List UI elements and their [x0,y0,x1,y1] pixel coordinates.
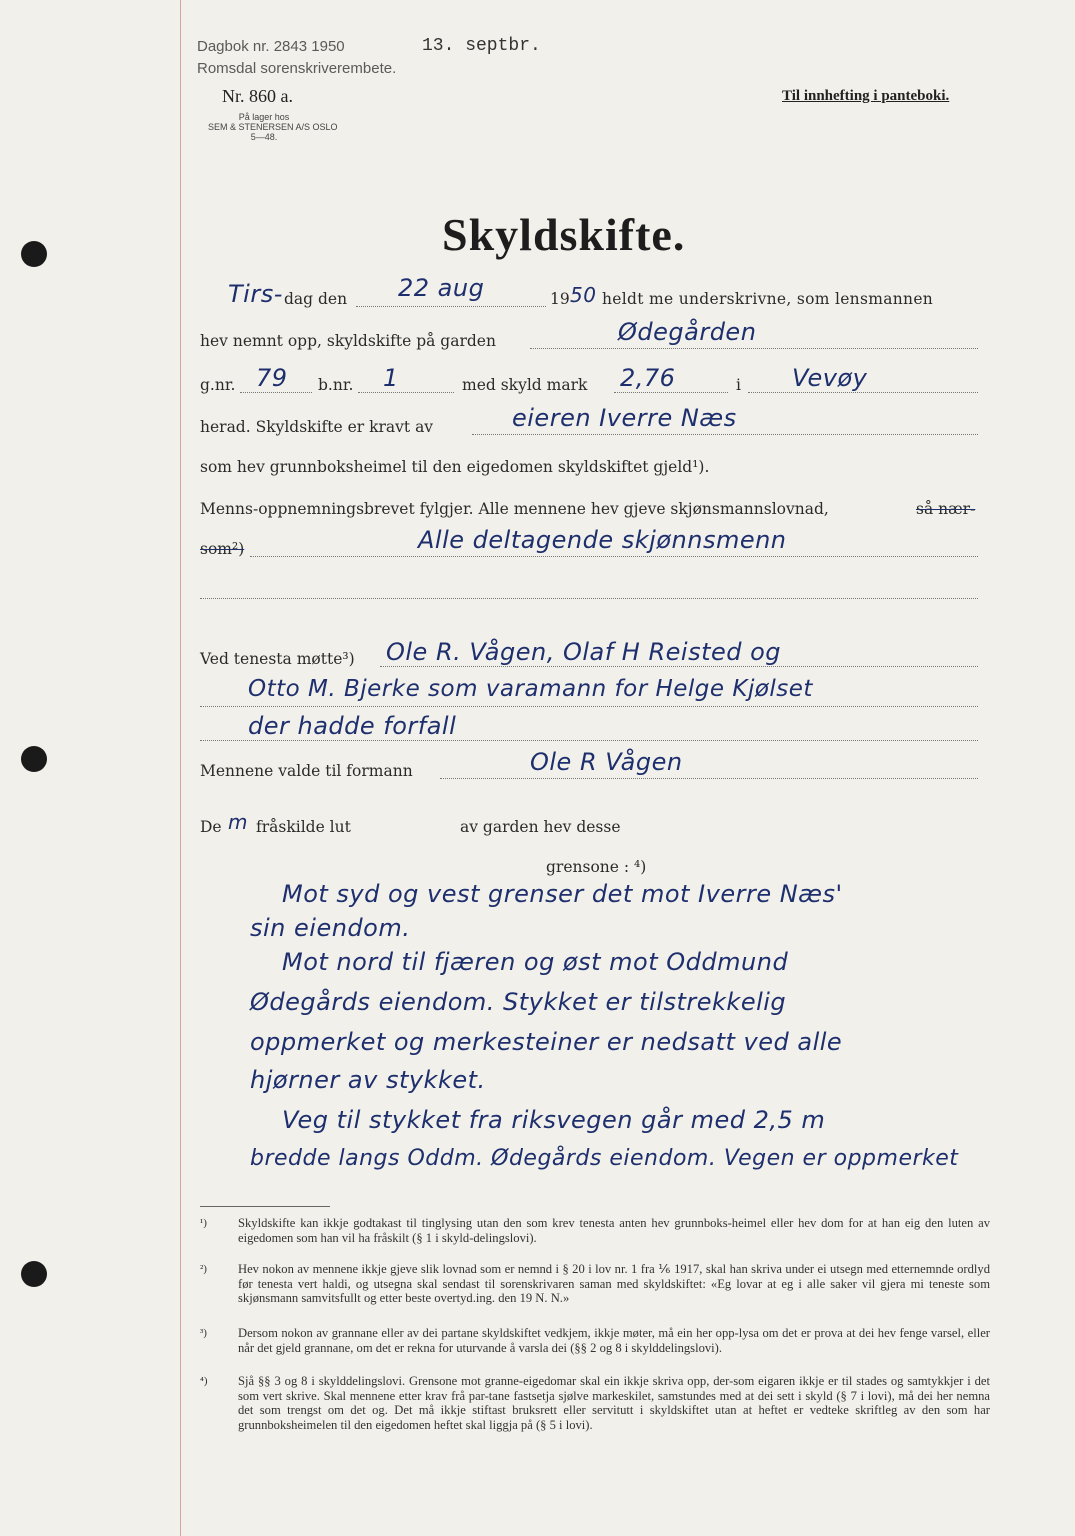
attendees-hand-3: der hadde forfall [248,712,457,740]
dagbok-stamp [197,38,345,55]
line7-struck: som²) [200,540,245,558]
boundary-line: Mot syd og vest grenser det mot Iverre Næs' [282,880,843,908]
gnr-label: g.nr. [200,376,236,394]
line12-text: Mennene valde til formann [200,762,413,780]
year-prefix: 19 [550,290,570,308]
line9-text: Ved tenesta møtte³) [200,650,355,668]
date-hand: 22 aug [398,274,485,302]
requester-hand: eieren Iverre Næs [512,404,737,432]
publisher-imprint [208,112,338,142]
footnote-separator [200,1206,330,1207]
footnote-1 [200,1216,990,1245]
punch-hole [21,1261,47,1287]
dagbok-date: 13. septbr. [422,36,541,56]
line5-text: som hev grunnboksheimel til den eigedomen skyldskiftet gjeld¹). [200,458,710,476]
boundary-line: Veg til stykket fra riksvegen går med 2,5 m [282,1106,826,1134]
skyld-hand: 2,76 [620,364,676,392]
skyld-label: med skyld mark [462,376,588,394]
boundary-line: oppmerket og merkesteiner er nedsatt ved alle [250,1028,843,1056]
footnote-number: ¹) [200,1217,207,1229]
boundary-line: sin eiendom. [250,914,411,942]
dag-den-label: dag den [284,290,348,308]
right-note: Til innhefting i panteboki. [782,88,950,104]
line1-text: heldt me underskrivne, som lensmannen [602,290,934,308]
line6-struck: så nær- [916,500,976,518]
i-label: i [736,376,741,394]
attendees-hand-1: Ole R. Vågen, Olaf H Reisted og [386,638,782,666]
page-title: Skyldskifte. [442,209,686,260]
day-hand: Tirs- [228,280,283,308]
boundary-line: bredde langs Oddm. Ødegårds eiendom. Vegen er oppmerket [250,1146,959,1171]
publisher-line: SEM & STENERSEN A/S OSLO [208,122,338,132]
herad-hand: Vevøy [792,364,868,392]
footnote-2 [200,1262,990,1306]
office-stamp: Romsdal sorenskriverembete. [197,60,397,77]
footnote-text: Sjå §§ 3 og 8 i skylddelingslovi. Grensone mot granne-eigedomar skal ein ikkje skriva opp, der-som eigaren ikkje er til stades og samtykkjer i det som vert skrive. Skal mennene etter krav frå par-tane fastsetja sjølve markeskilet, samstundes med at dei sett i skyld (§ 7 i lovi), må dei her nemna det som trengst om det og. Det må ikkje stiftast bruksrett eller servitutt i skyldskiftet utan at heftet er vedteke skriftleg av den som har grunnboksheimelen til den eigedomen heftet skal liggja på (§ 5 i lovi). [238,1374,990,1432]
footnote-4 [200,1374,990,1432]
bnr-hand: 1 [383,364,399,392]
footnote-text: Dersom nokon av grannane eller av dei partane skyldskiftet vedkjem, ikkje møter, må ein her opp-lysa om det er prova at dei hev fenge varsel, eller når det gjeld grannane, om det er rekna for uturvande å varsla dei (§§ 2 og 8 i skylddelingslovi). [238,1326,990,1355]
boundary-line: hjørner av stykket. [250,1066,486,1094]
dagbok-number: 2843 [273,38,308,55]
farm-hand: Ødegården [618,318,757,346]
margin-line [180,0,181,1536]
chairman-hand: Ole R Vågen [530,748,683,776]
footnote-text: Hev nokon av mennene ikkje gjeve slik lovnad som er nemnd i § 20 i lov nr. 1 fra ⅙ 1917, skal han skriva under ei utsegn med etternemnde ordlyd før tenesta vert haldi, og utsegna skal sendast til sorenskrivaren saman med skyldskiftet: «Eg lovar at eg i alle saker vil gjera mi teneste som skjønsmann samvitsfullt og etter beste overtyd.ing. den 19 N. N.» [238,1262,990,1305]
line2-text: hev nemnt opp, skyldskifte på garden [200,332,496,350]
oath-hand: Alle deltagende skjønnsmenn [418,526,787,554]
dagbok-prefix: Dagbok nr. [197,38,270,55]
form-number: Nr. 860 a. [222,86,293,106]
boundary-line: Mot nord til fjæren og øst mot Oddmund [282,948,789,976]
punch-hole [21,241,47,267]
publisher-line: 5—48. [250,132,278,142]
line13-text1: fråskilde lut [256,818,351,836]
attendees-hand-2: Otto M. Bjerke som varamann for Helge Kjølset [248,676,813,702]
footnote-text: Skyldskifte kan ikkje godtakast til tinglysing utan den som krev tenesta anten hev grunnboks-heimel eller hev dom for at han eig den luten av eigedomen som han vil ha fråskilt (§ 1 i skyld-delingslovi). [238,1216,990,1245]
footnote-number: ⁴) [200,1375,208,1387]
punch-hole [21,746,47,772]
footnote-3 [200,1326,990,1355]
de-label: De [200,818,222,836]
de-hand: m [228,810,248,834]
line4-text: herad. Skyldskifte er kravt av [200,418,434,436]
gnr-hand: 79 [256,364,288,392]
footnote-number: ³) [200,1327,207,1339]
bnr-label: b.nr. [318,376,354,394]
footnote-number: ²) [200,1263,207,1275]
dagbok-year: 1950 [311,38,345,55]
boundary-line: Ødegårds eiendom. Stykket er tilstrekkelig [250,988,787,1016]
line14-text: grensone : ⁴) [546,858,647,876]
line6-text: Menns-oppnemningsbrevet fylgjer. Alle mennene hev gjeve skjønsmannslovnad, [200,500,829,518]
year-hand: 50 [570,283,597,307]
publisher-line: På lager hos [238,112,290,122]
line13-text2: av garden hev desse [460,818,621,836]
